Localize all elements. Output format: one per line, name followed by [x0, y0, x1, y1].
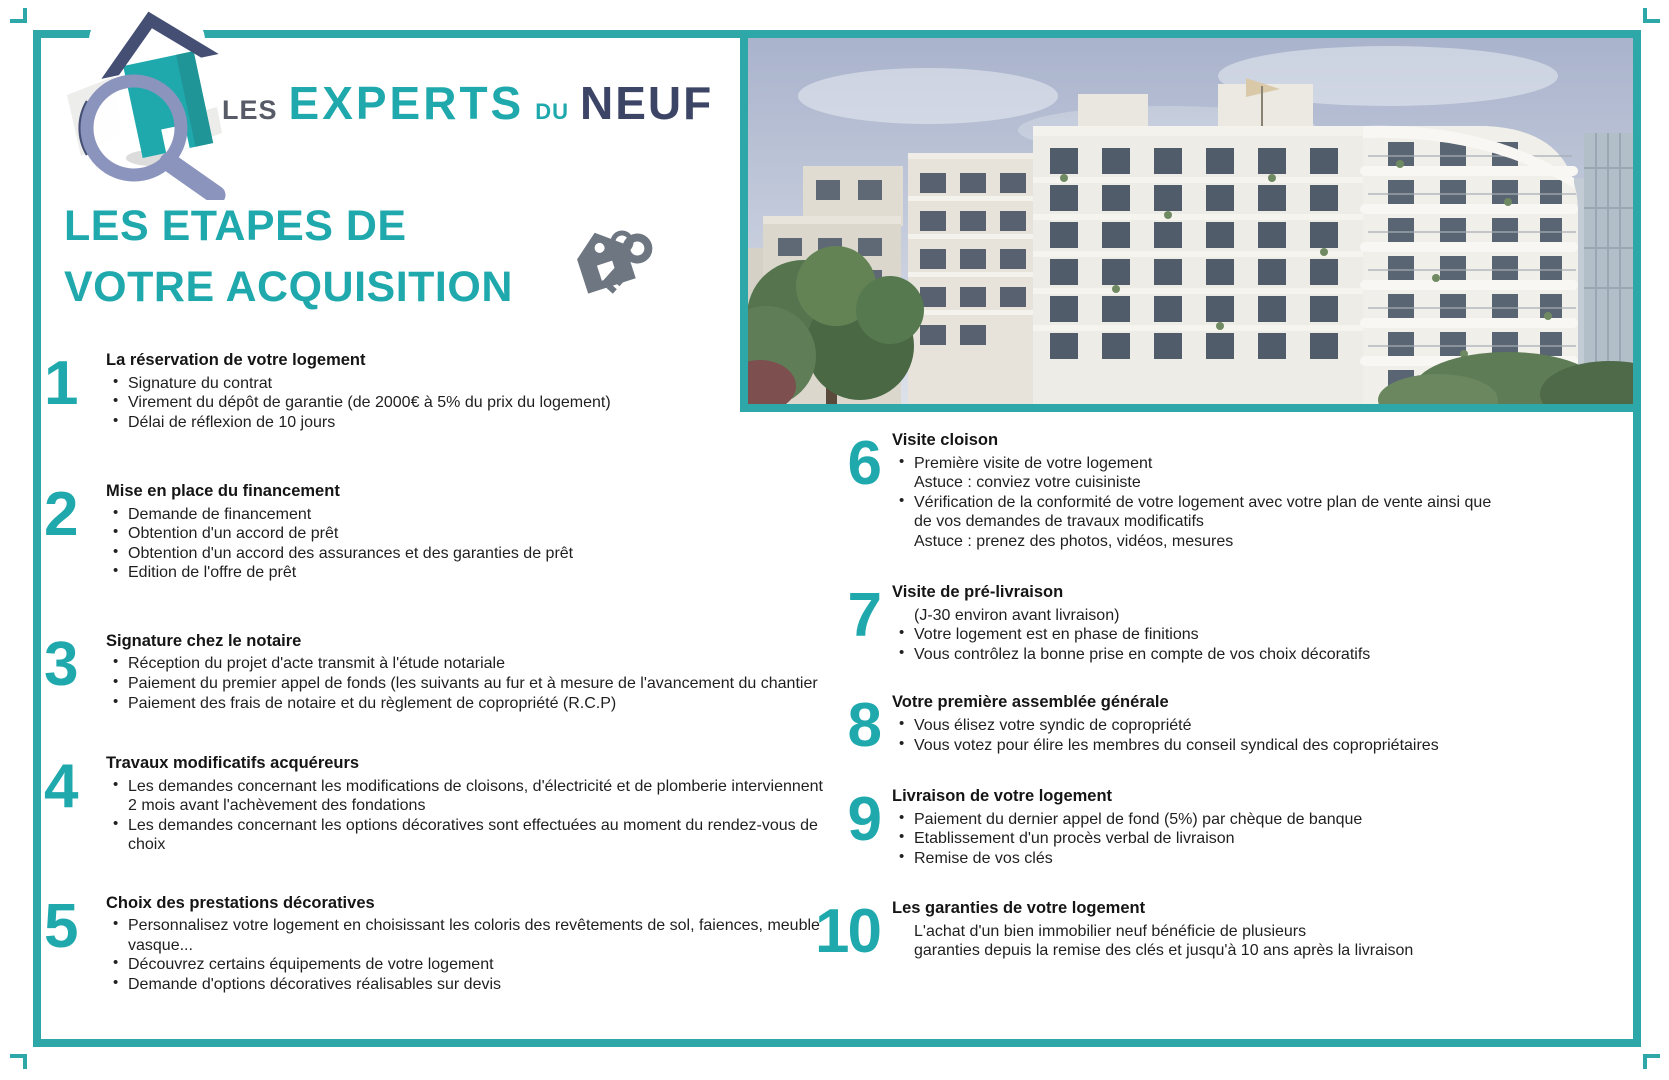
step-bullet-item: • Première visite de votre logement — [892, 454, 1512, 474]
step-title: Mise en place du financement — [106, 482, 340, 501]
step-title: Visite de pré-livraison — [892, 583, 1064, 602]
step-bullet-item: • Signature du contrat — [106, 374, 828, 394]
step-title: Visite cloison — [892, 431, 999, 449]
steps-column-right — [802, 429, 1566, 967]
step-9 — [802, 786, 1566, 868]
step-bullet-item: • Vérification de la conformité de votre logement avec votre plan de vente ainsi que de vos demandes de travaux modificatifs — [892, 493, 1512, 532]
step-title: Votre première assemblée générale — [892, 693, 1169, 712]
step-number: 4 — [44, 752, 77, 822]
step-bullet-item: • Obtention d'un accord des assurances et des garanties de prêt — [106, 544, 828, 564]
step-5 — [44, 893, 828, 995]
steps-column-left — [44, 350, 828, 994]
step-3 — [44, 631, 828, 713]
step-7 — [802, 582, 1566, 664]
step-bullet-item: • Réception du projet d'acte transmit à l'étude notariale — [106, 654, 828, 674]
step-1 — [44, 350, 828, 432]
step-note-line: garanties depuis la remise des clés et jusqu'à 10 ans après la livraison — [914, 942, 1414, 960]
step-bullet-item: • Délai de réflexion de 10 jours — [106, 413, 828, 433]
step-title: Signature chez le notaire — [106, 631, 302, 650]
step-bullet-item: • Etablissement d'un procès verbal de livraison — [892, 829, 1512, 849]
step-bullet-item: • Demande d'options décoratives réalisables sur devis — [106, 975, 828, 995]
step-content — [106, 350, 828, 432]
step-title: La réservation de votre logement — [106, 351, 366, 369]
step-number: 9 — [847, 785, 880, 855]
logo-word-neuf: NEUF — [580, 77, 714, 129]
logo-word-les: LES — [222, 95, 278, 125]
step-6 — [802, 430, 1566, 551]
step-number: 5 — [44, 891, 77, 961]
step-bullet-item: • Les demandes concernant les modifications de cloisons, d'électricité et de plomberie interviennent 2 mois avant l'achèvement des fondations — [106, 777, 828, 816]
house-keys-icon — [560, 220, 678, 312]
step-number: 1 — [44, 349, 77, 418]
building-photo — [740, 30, 1641, 412]
step-bullet-item: • Paiement du dernier appel de fond (5%) par chèque de banque — [892, 810, 1512, 830]
step-number: 3 — [44, 629, 77, 699]
step-2 — [44, 481, 828, 583]
step-note-line: Astuce : conviez votre cuisiniste — [914, 474, 1141, 492]
step-10 — [802, 897, 1566, 967]
logo-wordmark — [222, 77, 714, 129]
step-bullet-item: • Vous votez pour élire les membres du conseil syndical des copropriétaires — [892, 736, 1512, 756]
step-number: 2 — [44, 480, 77, 550]
step-title: Travaux modificatifs acquéreurs — [106, 754, 360, 773]
step-note-line: Astuce : prenez des photos, vidéos, mesures — [914, 532, 1234, 550]
step-bullet-item: • Vous élisez votre syndic de copropriété — [892, 716, 1512, 736]
step-content — [892, 898, 1512, 961]
step-content — [106, 753, 828, 855]
step-title: Les garanties de votre logement — [892, 899, 1146, 918]
step-8 — [802, 691, 1566, 761]
page-title-line2: VOTRE ACQUISITION — [64, 263, 513, 312]
step-bullet-item: • Découvrez certains équipements de votre logement — [106, 955, 828, 975]
step-content — [892, 430, 1512, 551]
step-bullet-item: • Vous contrôlez la bonne prise en compte de vos choix décoratifs — [892, 645, 1512, 665]
building-photo-scene — [748, 38, 1633, 404]
step-bullet-item: • Paiement des frais de notaire et du règlement de copropriété (R.C.P) — [106, 694, 828, 714]
logo-house-magnifier-icon — [52, 0, 232, 200]
step-content — [892, 786, 1512, 868]
step-bullet-item: • Personnalisez votre logement en choisissant les coloris des revêtements de sol, faiences, meuble vasque... — [106, 916, 828, 955]
corner-bracket-top-left-icon — [10, 8, 27, 23]
step-content — [106, 631, 828, 713]
step-title: Livraison de votre logement — [892, 787, 1113, 806]
step-number: 8 — [847, 691, 880, 761]
corner-bracket-top-right-icon — [1643, 8, 1660, 23]
step-bullet-item: • Obtention d'un accord de prêt — [106, 524, 828, 544]
step-bullet-item: • Votre logement est en phase de finitions — [892, 625, 1512, 645]
step-content — [106, 893, 828, 995]
step-content — [892, 582, 1512, 664]
step-note-line: L'achat d'un bien immobilier neuf bénéficie de plusieurs — [914, 922, 1307, 940]
logo-word-du: DU — [535, 99, 570, 124]
step-content — [892, 692, 1512, 755]
step-title: Choix des prestations décoratives — [106, 893, 375, 912]
corner-bracket-bottom-left-icon — [10, 1054, 27, 1069]
step-bullet-item: • Demande de financement — [106, 505, 828, 525]
step-note-line: (J-30 environ avant livraison) — [914, 606, 1120, 624]
step-content — [106, 481, 828, 583]
step-4 — [44, 753, 828, 855]
logo-word-experts: EXPERTS — [288, 77, 525, 129]
page-title — [64, 196, 513, 318]
step-bullet-item: • Edition de l'offre de prêt — [106, 563, 828, 583]
corner-bracket-bottom-right-icon — [1643, 1054, 1660, 1069]
step-number: 10 — [815, 897, 880, 967]
step-number: 7 — [847, 581, 880, 651]
step-bullet-item: • Les demandes concernant les options décoratives sont effectuées au moment du rendez-vous de choix — [106, 816, 828, 855]
step-number: 6 — [847, 429, 880, 498]
step-bullet-item: • Paiement du premier appel de fonds (les suivants au fur et à mesure de l'avancement du chantier — [106, 674, 828, 694]
step-bullet-item: • Remise de vos clés — [892, 849, 1512, 869]
page-title-line1: LES ETAPES DE — [64, 202, 407, 250]
step-bullet-item: • Virement du dépôt de garantie (de 2000€ à 5% du prix du logement) — [106, 393, 828, 413]
